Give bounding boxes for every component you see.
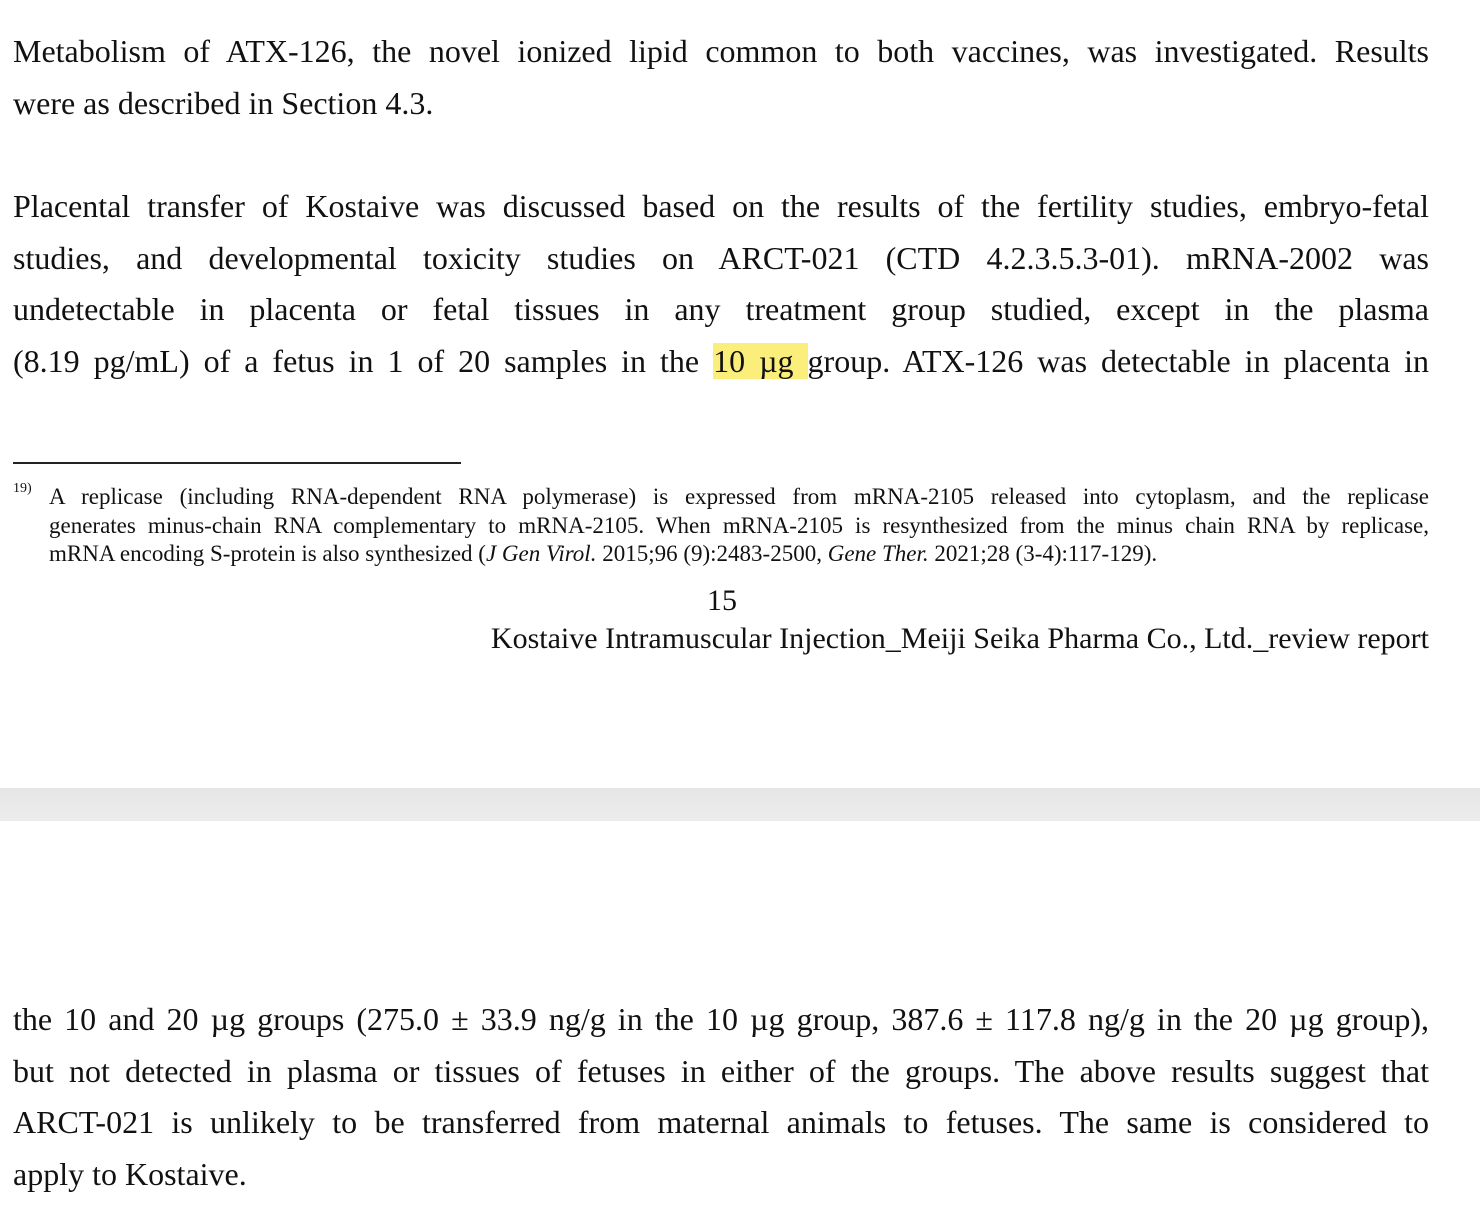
footnote-marker: 19) xyxy=(13,481,32,496)
journal-name: J Gen Virol. xyxy=(485,541,597,566)
footnote-separator xyxy=(13,462,461,464)
text-segment: 2021;28 (3-4):117-129). xyxy=(928,541,1158,566)
page-separator xyxy=(0,788,1480,821)
page-number: 15 xyxy=(707,584,737,617)
footnote-text xyxy=(49,483,1429,569)
text-line: ARCT-021 is unlikely to be transferred from maternal animals to fetuses. The same is considered to xyxy=(13,1104,1429,1140)
text-segment: (8.19 pg/mL) of a fetus in 1 of 20 samples in the xyxy=(13,342,714,379)
paragraph-metabolism xyxy=(13,26,1429,129)
text-line: undetectable in placenta or fetal tissues in any treatment group studied, except in the plasma xyxy=(13,291,1429,327)
text-line: apply to Kostaive. xyxy=(13,1155,247,1192)
text-line: Metabolism of ATX-126, the novel ionized lipid common to both vaccines, was investigated. Results xyxy=(13,33,1429,69)
text-line: but not detected in plasma or tissues of fetuses in either of the groups. The above results suggest that xyxy=(13,1052,1429,1089)
text-line: were as described in Section 4.3. xyxy=(13,84,434,121)
running-footer: Kostaive Intramuscular Injection_Meiji Seika Pharma Co., Ltd._review report xyxy=(490,622,1429,655)
footnote-19 xyxy=(13,483,1429,569)
text-segment: 2015;96 (9):2483-2500, xyxy=(596,541,828,566)
text-line xyxy=(13,336,1429,388)
footnote-line xyxy=(49,540,1429,569)
text-segment: mRNA encoding S-protein is also synthesized ( xyxy=(49,541,486,566)
paragraph-continuation xyxy=(13,994,1429,1200)
text-line: Placental transfer of Kostaive was discussed based on the results of the fertility studies, embryo-fetal xyxy=(13,188,1429,224)
text-segment: group. ATX-126 was detectable in placenta in xyxy=(807,342,1430,379)
journal-name: Gene Ther. xyxy=(827,541,929,566)
highlighted-text[interactable]: 10 µg xyxy=(713,342,808,379)
footnote-line: generates minus-chain RNA complementary to mRNA-2105. When mRNA-2105 is resynthesized from the minus chain RNA by replicase, xyxy=(49,512,1429,538)
text-line: the 10 and 20 µg groups (275.0 ± 33.9 ng/g in the 10 µg group, 387.6 ± 117.8 ng/g in the 20 µg group), xyxy=(13,1001,1429,1037)
paragraph-placental-transfer xyxy=(13,181,1429,387)
text-line: studies, and developmental toxicity studies on ARCT-021 (CTD 4.2.3.5.3-01). mRNA-2002 was xyxy=(13,239,1429,276)
footnote-line: A replicase (including RNA-dependent RNA polymerase) is expressed from mRNA-2105 released into cytoplasm, and the replicase xyxy=(49,484,1429,509)
